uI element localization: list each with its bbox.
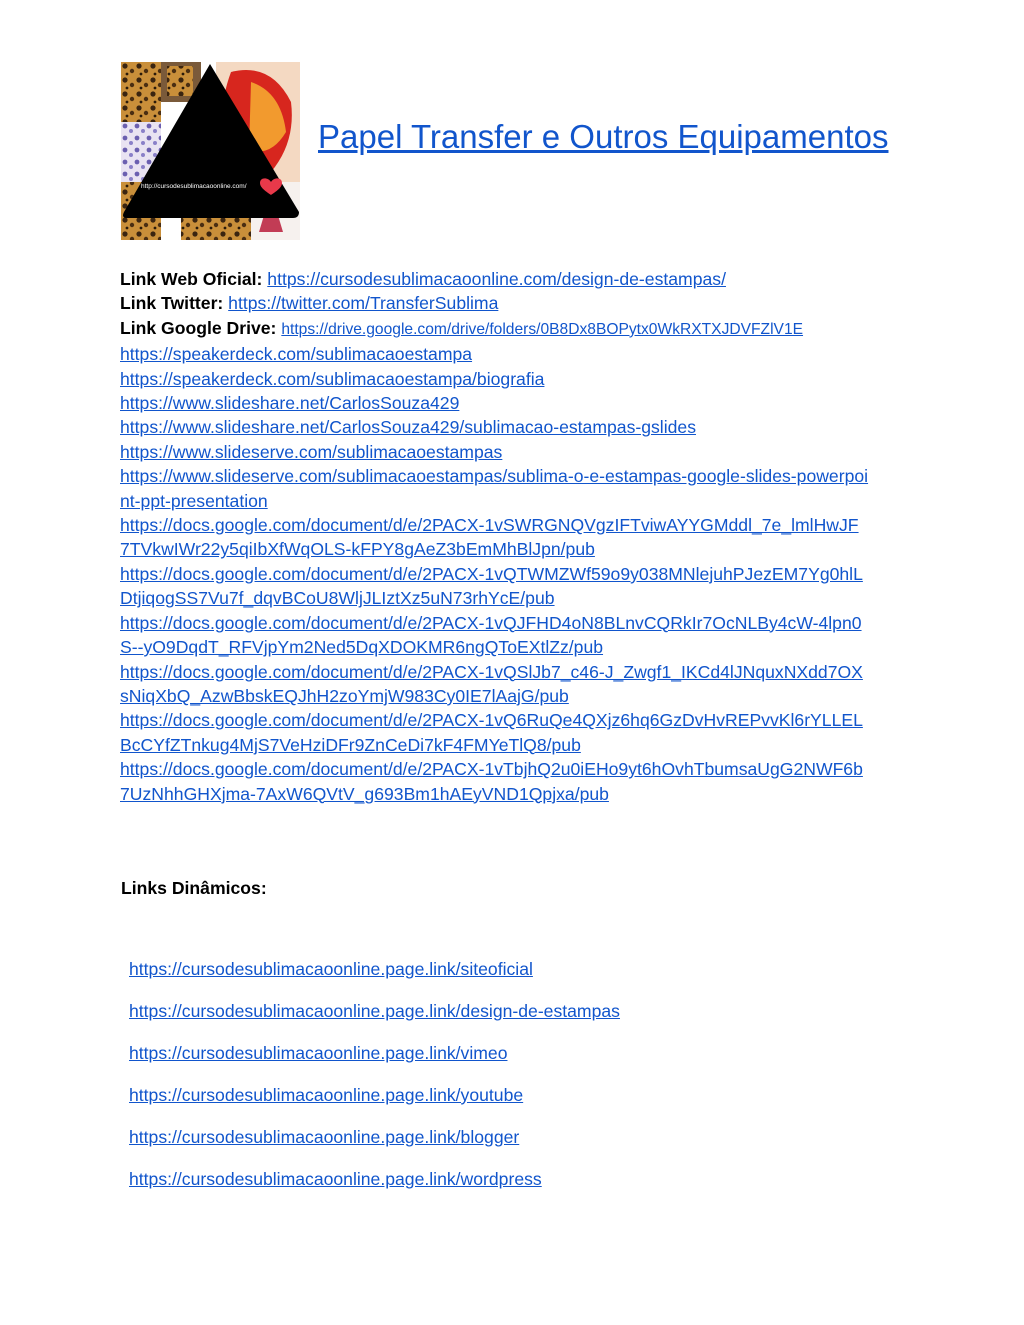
official-link[interactable]: https://cursodesublimacaoonline.com/design-de-estampas/	[267, 269, 726, 289]
dynamic-link-design-de-estampas[interactable]: https://cursodesublimacaoonline.page.link/design-de-estampas	[129, 1001, 620, 1021]
twitter-link-row	[120, 291, 910, 315]
dynamic-links-list	[129, 956, 620, 1208]
dynamic-link-siteoficial[interactable]: https://cursodesublimacaoonline.page.link/siteoficial	[129, 959, 533, 979]
drive-link-row	[120, 316, 910, 342]
link-item[interactable]: https://speakerdeck.com/sublimacaoestampa	[120, 344, 473, 365]
twitter-link[interactable]: https://twitter.com/TransferSublima	[228, 293, 499, 314]
dynamic-link-wordpress[interactable]: https://cursodesublimacaoonline.page.link/wordpress	[129, 1169, 542, 1189]
link-item[interactable]: https://www.slideshare.net/CarlosSouza429	[120, 393, 460, 414]
drive-link-label: Link Google Drive:	[120, 317, 277, 338]
link-item[interactable]: https://docs.google.com/document/d/e/2PACX-1vQSlJb7_c46-J_Zwgf1_IKCd4lJNquxNXdd7OX sNiqXbQ_AzwBbskEQJhH2zoYmjW983Cy0IE7lAajG/pub	[120, 661, 863, 706]
page-title-link[interactable]: Papel Transfer e Outros Equipamentos	[318, 118, 889, 155]
drive-link[interactable]: https://drive.google.com/drive/folders/0B8Dx8BOPytx0WkRXTXJDVFZlV1E	[281, 320, 804, 338]
link-item[interactable]: https://www.slideshare.net/CarlosSouza429/sublimacao-estampas-gslides	[120, 417, 696, 438]
link-item[interactable]: https://docs.google.com/document/d/e/2PACX-1vQTWMZWf59o9y038MNlejuhPJezEM7Yg0hlL DtjiqogSS7Vu7f_dqvBCoU8WljJLIztXz5uN73rhYcE/pub	[120, 563, 863, 609]
twitter-link-label: Link Twitter:	[120, 293, 224, 314]
logo-url-text: http://cursodesublimacaoonline.com/	[141, 183, 247, 190]
dynamic-link-youtube[interactable]: https://cursodesublimacaoonline.page.link/youtube	[129, 1085, 524, 1105]
logo-image	[121, 62, 300, 240]
dynamic-links-heading: Links Dinâmicos:	[121, 878, 267, 898]
link-item[interactable]: https://docs.google.com/document/d/e/2PACX-1vQ6RuQe4QXjz6hq6GzDvHvREPvvKl6rYLLEL BcCYfZTnkug4MjS7VeHziDFr9ZnCeDi7kF4FMYeTlQ8/pub	[120, 710, 863, 755]
dynamic-link-vimeo[interactable]: https://cursodesublimacaoonline.page.link/vimeo	[129, 1043, 508, 1063]
link-item[interactable]: https://speakerdeck.com/sublimacaoestampa/biografia	[120, 368, 545, 389]
links-section	[120, 267, 910, 806]
official-link-row	[120, 267, 910, 291]
official-link-label: Link Web Oficial:	[120, 269, 263, 289]
link-item[interactable]: https://docs.google.com/document/d/e/2PACX-1vSWRGNQVgzIFTviwAYYGMddl_7e_lmlHwJF 7TVkwIWr22y5qiIbXfWqOLS-kFPY8gAeZ3bEmMhBlJpn/pub	[120, 515, 859, 560]
link-item[interactable]: https://www.slideserve.com/sublimacaoestampas/sublima-o-e-estampas-google-slides-powerpoi nt-ppt-presentation	[120, 466, 869, 511]
dynamic-link-blogger[interactable]: https://cursodesublimacaoonline.page.link/blogger	[129, 1127, 520, 1147]
link-item[interactable]: https://docs.google.com/document/d/e/2PACX-1vTbjhQ2u0iEHo9yt6hOvhTbumsaUgG2NWF6b 7UzNhhGHXjma-7AxW6QVtV_g693Bm1hAEyVND1Qpjxa/pub	[120, 759, 863, 804]
link-item[interactable]: https://docs.google.com/document/d/e/2PACX-1vQJFHD4oN8BLnvCQRkIr7OcNLBy4cW-4lpn0 S--yO9DqdT_RFVjpYm2Ned5DqXDOKMR6ngQToEXtlZz/pub	[120, 612, 862, 658]
link-item[interactable]: https://www.slideserve.com/sublimacaoestampas	[120, 441, 503, 462]
